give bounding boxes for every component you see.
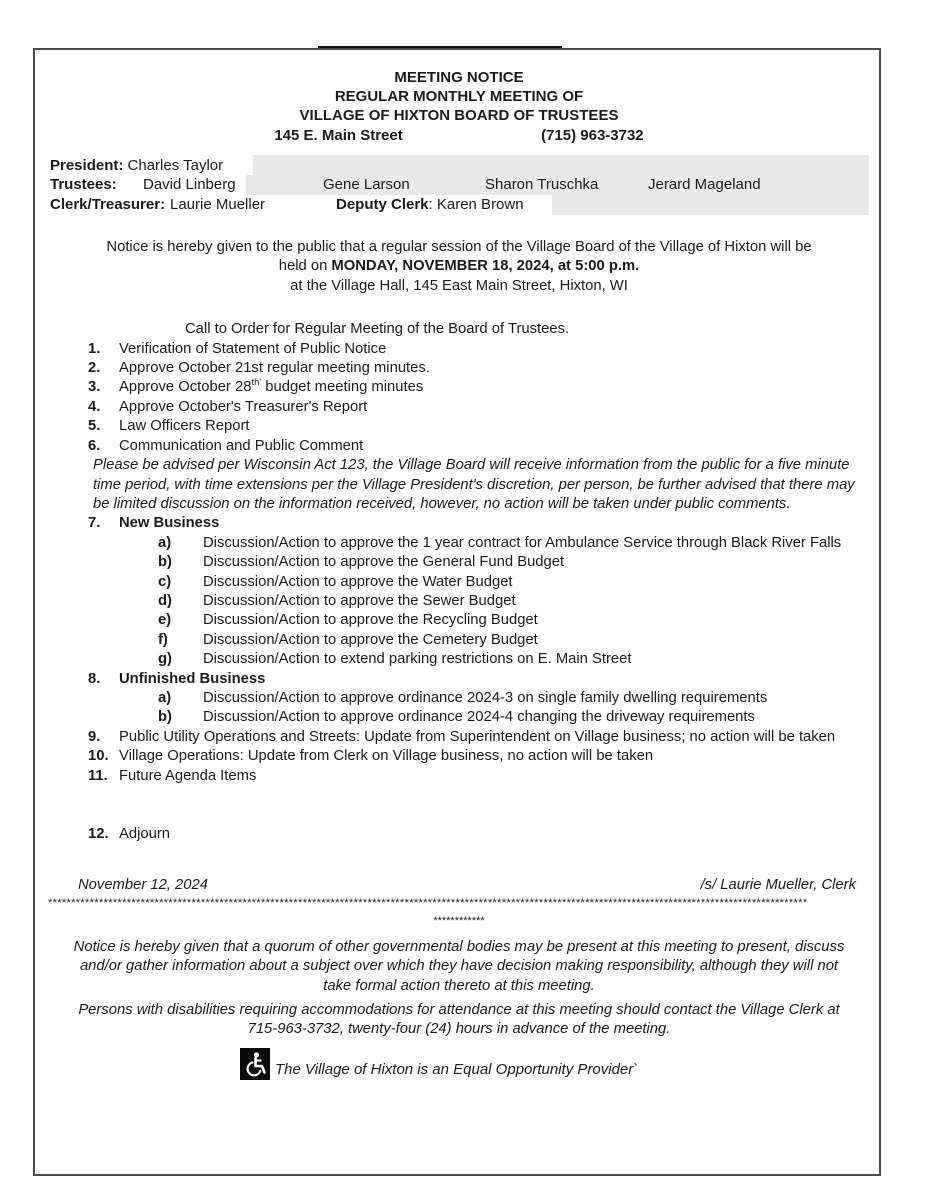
call-to-order: Call to Order for Regular Meeting of the Board of Trustees. <box>185 321 570 338</box>
clerk-row <box>50 195 868 214</box>
agenda-item-2: 2. Approve October 21st regular meeting minutes. <box>88 360 430 377</box>
disability-accommodation-notice: Persons with disabilities requiring accommodations for attendance at this meeting should contact the Village Clerk at 715-963-3732, twenty-four (24) hours in advance of the meeting. <box>78 1002 840 1038</box>
quorum-notice: Notice is hereby given that a quorum of other governmental bodies may be present at this meeting to present, discuss and/or gather information about a subject over which they have decision making responsibility, although they will not take formal action thereto at this meeting. <box>73 938 845 994</box>
notice-date: November 12, 2024 <box>78 877 208 894</box>
president-label: President: <box>50 156 124 174</box>
phone-number: (715) 963-3732 <box>541 126 644 144</box>
clerk-name: Laurie Mueller <box>170 195 266 213</box>
meeting-notice-statement <box>50 238 868 296</box>
meeting-datetime: MONDAY, NOVEMBER 18, 2024, at 5:00 p.m. <box>331 258 640 275</box>
signature-row <box>50 876 868 895</box>
agenda-item-12: 12. Adjourn <box>88 826 171 842</box>
agenda-item-3: 3. Approve October $28^{th'}$ budget meeting minutes <box>88 377 424 396</box>
title-line-3: VILLAGE OF HIXTON BOARD OF TRUSTEES <box>299 107 619 125</box>
trustee-name: Gene Larson <box>323 176 410 194</box>
agenda-item-9: 9. Public Utility Operations and Streets: Update from Superintendent on Village business; no action will be taken <box>88 728 836 745</box>
trustee-name: David Linberg <box>143 176 236 194</box>
agenda-item-4: 4. Approve October's Treasurer's Report <box>88 398 368 415</box>
trustee-name: Jerard Mageland <box>648 176 761 194</box>
agenda-list <box>50 340 868 845</box>
equal-opportunity-statement: The Village of Hixton is an Equal Opportunity Provider` <box>275 1061 639 1079</box>
notice-line-2: held on MONDAY, NOVEMBER 18, 2024, at 5:00 p.m. <box>278 258 640 275</box>
notice-line-3: at the Village Hall, 145 East Main Street, Hixton, WI <box>290 277 628 294</box>
street-address: 145 E. Main Street <box>274 126 403 144</box>
agenda-item-6: 6. Communication and Public Comment <box>88 437 364 454</box>
wheelchair-accessibility-icon <box>240 1048 270 1080</box>
trustees-row <box>50 175 868 194</box>
wisconsin-act-123-notice: Please be advised per Wisconsin Act 123, the Village Board will receive information from the public for a five minute time period, with time extensions per the Village President's discretion, per person, be further advised that there may be limited discussion on the information received, however, no action will be taken under public comments. <box>93 457 855 512</box>
president-row <box>50 156 868 175</box>
address-phone-row <box>50 126 868 145</box>
equal-opportunity-row <box>240 1048 868 1080</box>
document-header <box>50 68 868 145</box>
agenda-item-5: 5. Law Officers Report <box>88 418 250 435</box>
agenda-item-7b: b) Discussion/Action to approve the General Fund Budget <box>158 554 565 571</box>
asterisk-divider: ******************************************************************************************************************************************************************** <box>48 896 808 909</box>
agenda-item-8a: a) Discussion/Action to approve ordinance 2024-3 on single family dwelling requirements <box>158 689 768 706</box>
officials-block <box>50 156 868 214</box>
agenda-item-7a: a) Discussion/Action to approve the 1 year contract for Ambulance Service through Black River Falls <box>158 534 842 551</box>
clerk-signature: /s/ Laurie Mueller, Clerk <box>700 877 856 894</box>
title-line-1: MEETING NOTICE <box>394 69 524 86</box>
agenda-item-7f: f) Discussion/Action to approve the Cemetery Budget <box>158 631 538 648</box>
agenda-item-7e: e) Discussion/Action to approve the Recycling Budget <box>158 612 538 629</box>
clerk-label: Clerk/Treasurer: <box>50 195 166 213</box>
title-line-2: REGULAR MONTHLY MEETING OF <box>334 88 584 106</box>
notice-line-1: Notice is hereby given to the public that a regular session of the Village Board of the Village of Hixton will be <box>106 239 812 256</box>
agenda-item-8b: b) Discussion/Action to approve ordinance 2024-4 changing the driveway requirements <box>158 709 755 726</box>
agenda-item-7c: c) Discussion/Action to approve the Water Budget <box>158 573 513 590</box>
deputy-clerk-label: Deputy Clerk <box>336 195 429 213</box>
president-name: Charles Taylor <box>127 156 224 174</box>
meeting-notice-document <box>50 68 868 1080</box>
asterisk-divider-short: ************ <box>433 914 485 927</box>
agenda-item-7d: d) Discussion/Action to approve the Sewer Budget <box>158 592 516 609</box>
deputy-clerk-name: : Karen Brown <box>428 195 524 213</box>
agenda-item-11: 11. Future Agenda Items <box>88 767 257 784</box>
trustees-label: Trustees: <box>50 176 117 194</box>
agenda-item-7g: g) Discussion/Action to extend parking restrictions on E. Main Street <box>158 651 632 668</box>
ordinal-superscript: th' <box>251 377 262 389</box>
agenda-item-7: 7. New Business <box>88 515 220 532</box>
agenda-item-8: 8. Unfinished Business <box>88 670 266 687</box>
agenda-item-10: 10. Village Operations: Update from Clerk on Village business, no action will be taken <box>88 748 654 765</box>
trustee-name: Sharon Truschka <box>485 176 599 194</box>
agenda-item-1: 1. Verification of Statement of Public Notice <box>88 340 387 357</box>
